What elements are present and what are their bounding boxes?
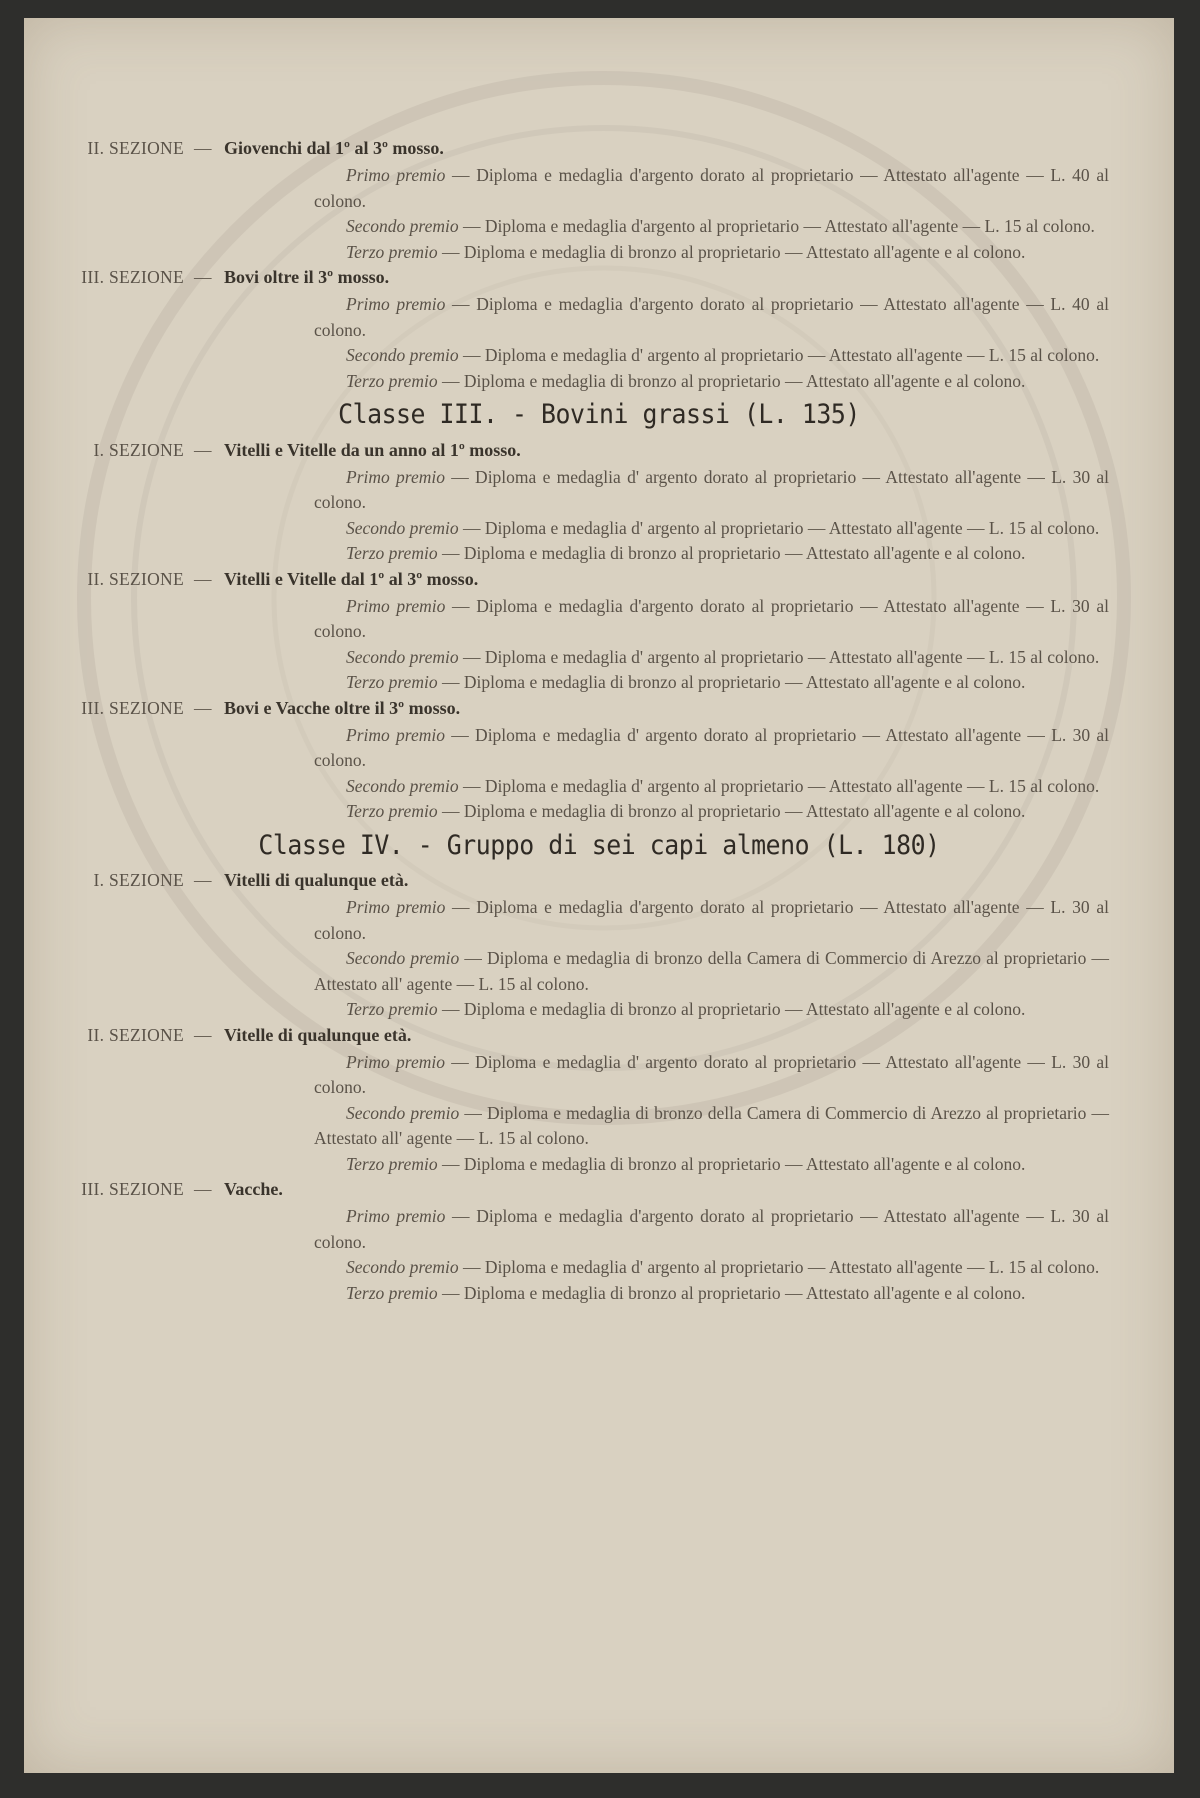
prize-entry <box>314 723 1109 774</box>
prize-label: Terzo premio <box>346 801 438 821</box>
prize-entry <box>314 645 1109 671</box>
prize-text: — Diploma e medaglia d' argento dorato al proprietario — Attestato all'agente — L. 30 al colono. <box>314 466 1109 512</box>
prize-text: — Diploma e medaglia d' argento al proprietario — Attestato all'agente — L. 15 al colono. <box>458 646 1100 667</box>
prize-text: — Diploma e medaglia di bronzo al proprietario — Attestato all'agente e al colono. <box>437 801 1026 821</box>
prize-label: Secondo premio <box>346 1102 460 1123</box>
prize-text: — Diploma e medaglia d' argento dorato al proprietario — Attestato all'agente — L. 30 al colono. <box>314 724 1109 770</box>
section-number: II. SEZIONE <box>87 568 184 589</box>
prize-entry <box>314 1255 1109 1281</box>
section-title: Bovi e Vacche oltre il 3º mosso. <box>224 697 461 718</box>
prize-text: — Diploma e medaglia di bronzo al proprietario — Attestato all'agente e al colono. <box>437 370 1026 391</box>
document-body <box>24 136 1174 1306</box>
prize-text: — Diploma e medaglia di bronzo della Camera di Commercio di Arezzo al proprietario — Attestato all' agente — L. 15 al colono. <box>314 1102 1109 1148</box>
prize-text: — Diploma e medaglia d' argento al proprietario — Attestato all'agente — L. 15 al colono. <box>458 1257 1100 1277</box>
prize-entry <box>314 541 1109 567</box>
prize-label: Terzo premio <box>346 672 438 692</box>
prize-label: Primo premio <box>346 1206 446 1226</box>
section-number: I. SEZIONE <box>93 870 184 890</box>
section-title: Bovi oltre il 3º mosso. <box>224 267 390 287</box>
section-dash: — <box>194 439 212 460</box>
prize-label: Terzo premio <box>346 370 438 391</box>
prize-entry <box>314 1101 1109 1152</box>
prize-text: — Diploma e medaglia di bronzo al proprietario — Attestato all'agente e al colono. <box>437 1282 1026 1303</box>
prize-label: Secondo premio <box>346 948 460 968</box>
section-number: II. SEZIONE <box>87 1024 184 1045</box>
prize-entry <box>314 1281 1109 1307</box>
prize-text: — Diploma e medaglia d'argento dorato al proprietario — Attestato all'agente — L. 40 al colono. <box>314 165 1109 211</box>
prize-text: — Diploma e medaglia di bronzo al proprietario — Attestato all'agente e al colono. <box>437 999 1026 1019</box>
prize-label: Secondo premio <box>346 345 459 365</box>
prize-text: — Diploma e medaglia d' argento dorato al proprietario — Attestato all'agente — L. 30 al colono. <box>314 1051 1109 1097</box>
prize-text: — Diploma e medaglia d'argento dorato al proprietario — Attestato all'agente — L. 30 al colono. <box>314 897 1109 943</box>
prize-entry <box>314 1152 1109 1178</box>
prize-entry <box>314 774 1109 800</box>
prize-label: Primo premio <box>346 595 446 616</box>
prize-label: Secondo premio <box>346 775 459 796</box>
prize-entry <box>314 465 1109 516</box>
section-number: II. SEZIONE <box>87 138 184 158</box>
prize-entry <box>314 895 1109 946</box>
section-number: I. SEZIONE <box>93 439 184 460</box>
prize-label: Secondo premio <box>346 646 459 667</box>
section-number: III. SEZIONE <box>81 1179 184 1199</box>
prize-label: Secondo premio <box>346 517 459 538</box>
prize-entry <box>314 163 1109 214</box>
section-dash: — <box>194 870 212 890</box>
prize-entry <box>314 240 1109 266</box>
prize-text: — Diploma e medaglia d' argento al proprietario — Attestato all'agente — L. 15 al colono. <box>458 345 1100 365</box>
prize-text: — Diploma e medaglia d'argento dorato al proprietario — Attestato all'agente — L. 30 al colono. <box>314 595 1109 641</box>
prize-entry <box>314 343 1109 369</box>
section-title: Vitelli e Vitelle da un anno al 1º mosso. <box>224 439 521 460</box>
section-header <box>24 265 1174 292</box>
prize-label: Secondo premio <box>346 1257 459 1277</box>
section-dash: — <box>194 568 212 589</box>
prize-entry <box>314 214 1109 240</box>
prize-label: Terzo premio <box>346 241 438 262</box>
section-header <box>24 567 1174 594</box>
section-title: Giovenchi dal 1º al 3º mosso. <box>224 138 444 158</box>
prize-entry <box>314 946 1109 997</box>
section-header <box>24 136 1174 163</box>
prize-entry <box>314 997 1109 1023</box>
section-title: Vitelli e Vitelle dal 1º al 3º mosso. <box>224 568 479 589</box>
prize-entry <box>314 670 1109 696</box>
section-title: Vitelli di qualunque età. <box>224 870 409 890</box>
section-number: III. SEZIONE <box>81 697 184 718</box>
prize-text: — Diploma e medaglia d'argento dorato al proprietario — Attestato all'agente — L. 30 al colono. <box>314 1206 1109 1252</box>
prize-text: — Diploma e medaglia di bronzo al proprietario — Attestato all'agente e al colono. <box>437 543 1026 563</box>
section-dash: — <box>194 1179 212 1199</box>
document-page <box>24 18 1174 1773</box>
section-dash: — <box>194 138 212 158</box>
prize-label: Primo premio <box>346 294 446 314</box>
classe-heading: Classe III. - Bovini grassi (L. 135) <box>338 399 860 430</box>
prize-entry <box>314 594 1109 645</box>
section-dash: — <box>194 267 212 287</box>
prize-text: — Diploma e medaglia di bronzo al proprietario — Attestato all'agente e al colono. <box>437 1153 1026 1174</box>
section-header <box>24 1023 1174 1050</box>
classe-heading: Classe IV. - Gruppo di sei capi almeno (L. 180) <box>258 829 940 861</box>
section-header <box>24 696 1174 723</box>
section-title: Vitelle di qualunque età. <box>224 1024 412 1045</box>
prize-label: Primo premio <box>346 466 445 487</box>
prize-entry <box>314 292 1109 343</box>
section-dash: — <box>194 1024 212 1045</box>
section-number: III. SEZIONE <box>81 267 184 287</box>
prize-text: — Diploma e medaglia d'argento al proprietario — Attestato all'agente — L. 15 al colono. <box>458 216 1095 236</box>
prize-text: — Diploma e medaglia di bronzo della Camera di Commercio di Arezzo al proprietario — Attestato all' agente — L. 15 al colono. <box>314 948 1109 994</box>
prize-text: — Diploma e medaglia di bronzo al proprietario — Attestato all'agente e al colono. <box>437 241 1026 262</box>
prize-entry <box>314 799 1109 825</box>
section-header <box>24 438 1174 465</box>
prize-entry <box>314 516 1109 542</box>
section-title: Vacche. <box>224 1179 283 1199</box>
prize-label: Primo premio <box>346 165 446 185</box>
prize-label: Primo premio <box>346 724 445 745</box>
prize-label: Primo premio <box>346 1051 445 1072</box>
section-header <box>24 868 1174 895</box>
section-header <box>24 1177 1174 1204</box>
prize-label: Terzo premio <box>346 1282 438 1303</box>
section-dash: — <box>194 697 212 718</box>
prize-label: Terzo premio <box>346 1153 438 1174</box>
prize-text: — Diploma e medaglia di bronzo al proprietario — Attestato all'agente e al colono. <box>437 672 1026 692</box>
prize-text: — Diploma e medaglia d'argento dorato al proprietario — Attestato all'agente — L. 40 al colono. <box>314 294 1109 340</box>
prize-label: Terzo premio <box>346 543 438 563</box>
prize-entry <box>314 1050 1109 1101</box>
prize-label: Primo premio <box>346 897 446 917</box>
prize-entry <box>314 1204 1109 1255</box>
prize-label: Secondo premio <box>346 216 459 236</box>
prize-text: — Diploma e medaglia d' argento al proprietario — Attestato all'agente — L. 15 al colono. <box>458 775 1100 796</box>
prize-label: Terzo premio <box>346 999 438 1019</box>
prize-entry <box>314 369 1109 395</box>
prize-text: — Diploma e medaglia d' argento al proprietario — Attestato all'agente — L. 15 al colono. <box>458 517 1100 538</box>
